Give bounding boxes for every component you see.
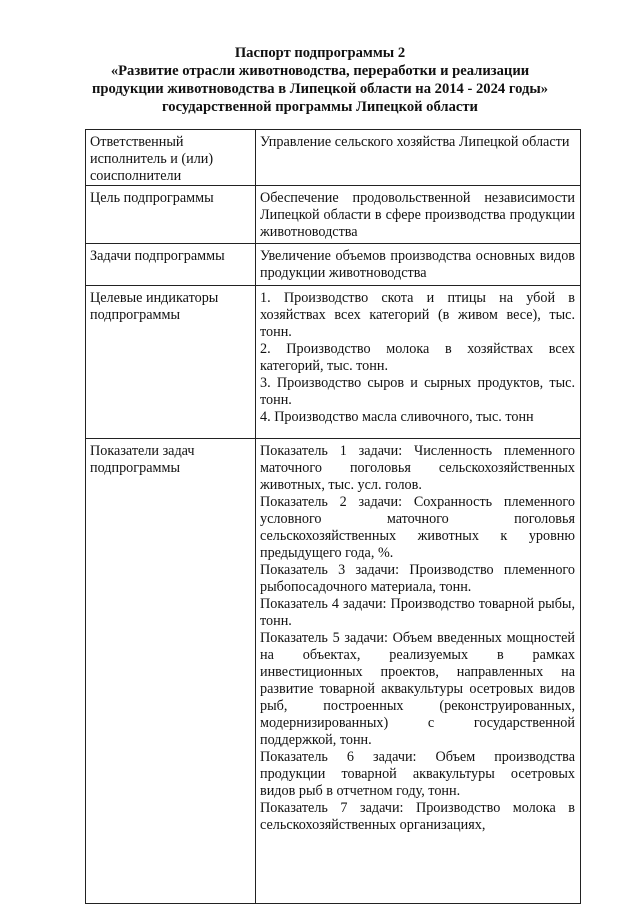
task-indicator-item: Показатель 4 задачи: Производство товарной рыбы, тонн. (260, 596, 575, 629)
target-indicator-item: 3. Производство сыров и сырных продуктов, тыс. тонн. (260, 375, 575, 408)
task-indicator-item: Показатель 5 задачи: Объем введенных мощностей на объектах, реализуемых в рамках инвестиционных проектов, направленных на развитие товарной аквакультуры осетровых видов рыб, построенных (реконструированных, модернизированных) с государственной поддержкой, тонн. (260, 630, 575, 748)
title-line: государственной программы Липецкой области (162, 99, 478, 115)
target-indicator-item: 1. Производство скота и птицы на убой в хозяйствах всех категорий (в живом весе), тыс. тонн. (260, 290, 575, 340)
table-row (86, 244, 581, 286)
task-indicator-item: Показатель 1 задачи: Численность племенного маточного поголовья сельскохозяйственных животных, тыс. усл. голов. (260, 443, 575, 493)
task-indicators-label: Показатели задач подпрограммы (86, 439, 256, 904)
task-indicator-item: Показатель 6 задачи: Объем производства продукции товарной аквакультуры осетровых видов рыб в отчетном году, тонн. (260, 749, 575, 799)
task-indicators-value (256, 439, 581, 904)
table-row (86, 286, 581, 439)
tasks-label: Задачи подпрограммы (86, 244, 256, 286)
tasks-value: Увеличение объемов производства основных видов продукции животноводства (256, 244, 581, 286)
responsible-value: Управление сельского хозяйства Липецкой области (256, 130, 581, 186)
target-indicator-item: 4. Производство масла сливочного, тыс. тонн (260, 409, 534, 425)
title-line: Паспорт подпрограммы 2 (234, 45, 406, 61)
target-indicator-item: 2. Производство молока в хозяйствах всех категорий, тыс. тонн. (260, 341, 575, 374)
responsible-label: Ответственный исполнитель и (или) соисполнители (86, 130, 256, 186)
passport-table (85, 129, 581, 904)
table-row (86, 186, 581, 244)
task-indicator-item: Показатель 3 задачи: Производство племенного рыбопосадочного материала, тонн. (260, 562, 575, 595)
target-indicators-label: Целевые индикаторы подпрограммы (86, 286, 256, 439)
task-indicator-item: Показатель 7 задачи: Производство молока в сельскохозяйственных организациях, (260, 800, 575, 833)
document-title (80, 44, 560, 116)
goal-label: Цель подпрограммы (86, 186, 256, 244)
table-row (86, 130, 581, 186)
goal-value: Обеспечение продовольственной независимости Липецкой области в сфере производства продукции животноводства (256, 186, 581, 244)
target-indicators-value (256, 286, 581, 439)
title-line: продукции животноводства в Липецкой области на 2014 - 2024 годы» (91, 81, 549, 97)
task-indicator-item: Показатель 2 задачи: Сохранность племенного условного маточного поголовья сельскохозяйственных животных к уровню предыдущего года, %. (260, 494, 575, 561)
table-row (86, 439, 581, 904)
title-line: «Развитие отрасли животноводства, переработки и реализации (110, 63, 530, 79)
